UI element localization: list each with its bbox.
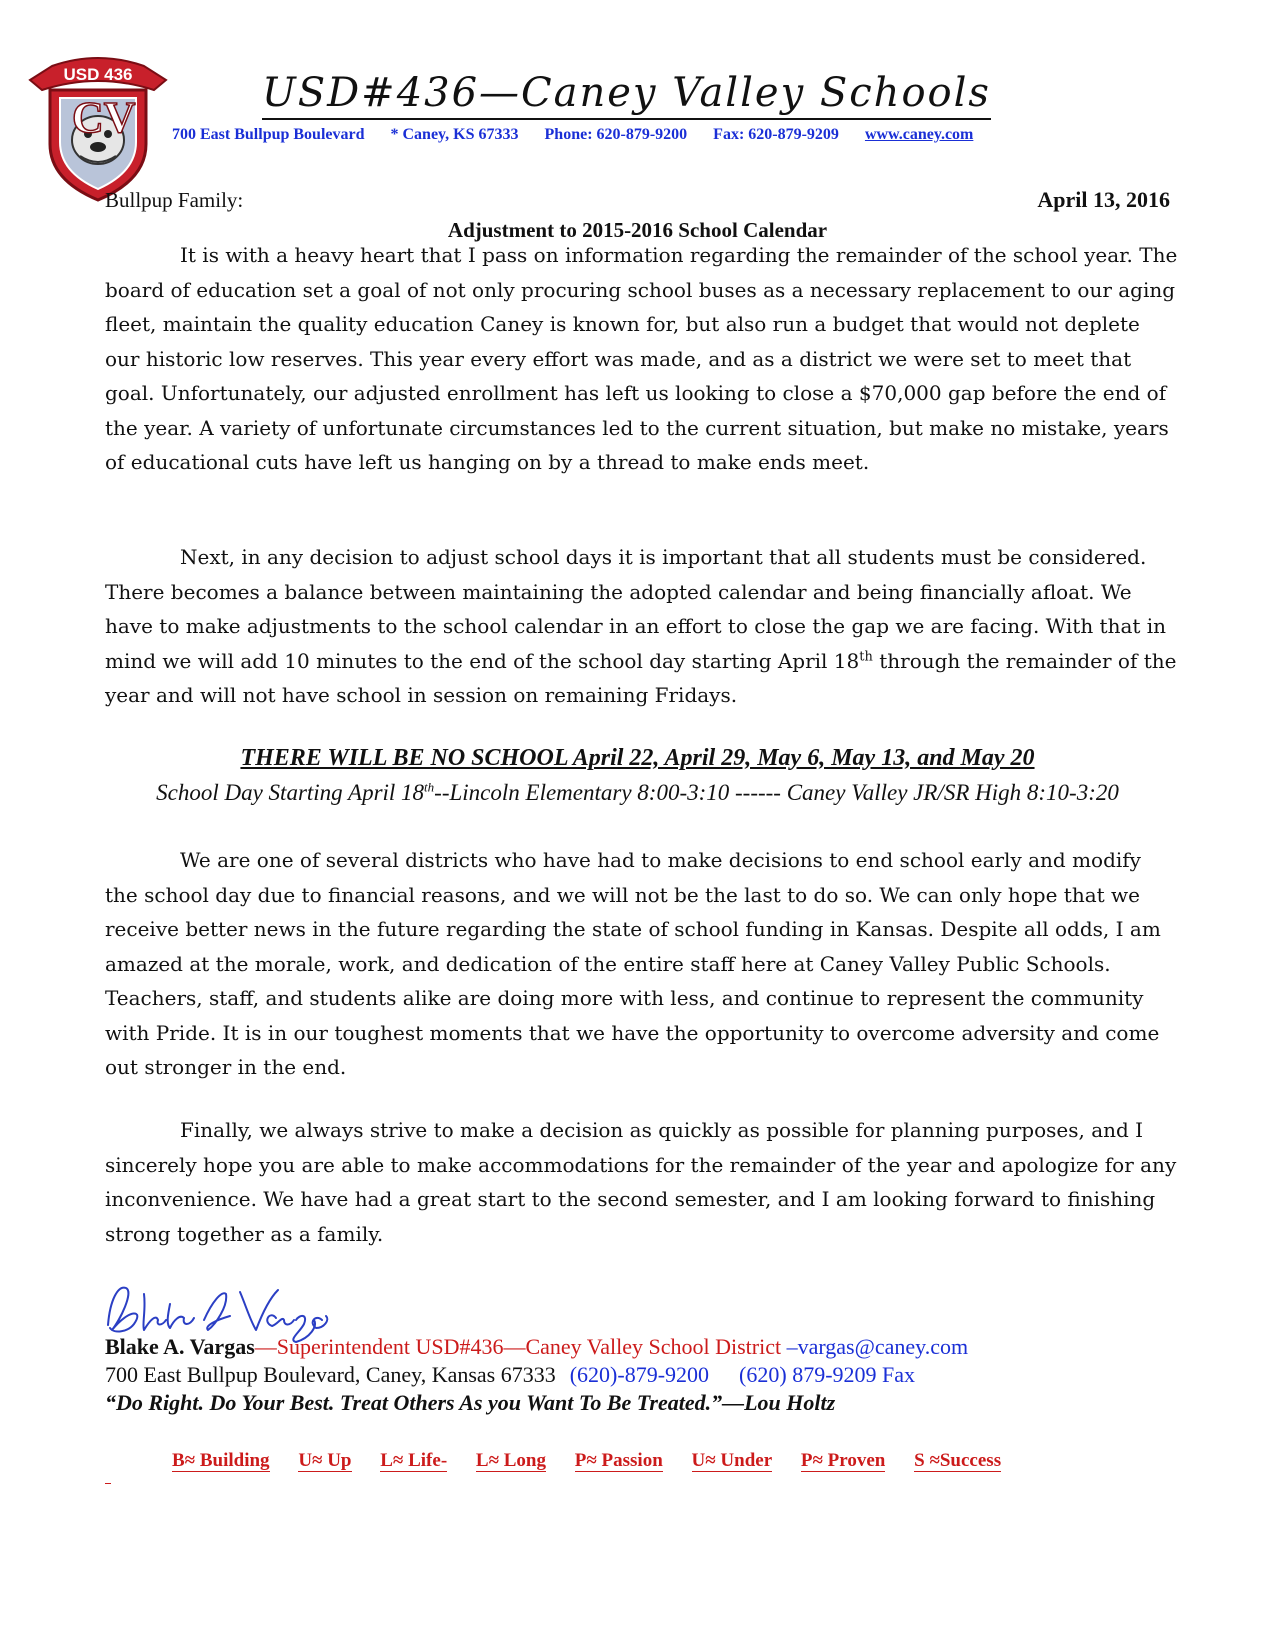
- logo-badge-text: USD 436: [63, 65, 133, 84]
- school-day-b: --Lincoln Elementary 8:00-3:10 ------ Caney Valley JR/SR High 8:10-3:20: [434, 780, 1119, 805]
- paragraph-districts: We are one of several districts who have had to make decisions to end school early and modify the school day due to financial reasons, and we will not be the last to do so. We can only hope that we receive better news in the future regarding the state of school funding in Kansas. Despite all odds, I am amazed at the morale, work, and dedication of the entire staff here at Caney Valley Public Schools. Teachers, staff, and students alike are doing more with less, and continue to represent the community with Pride. It is in our toughest moments that we have the opportunity to overcome adversity and come out stronger in the end.: [105, 848, 1161, 1079]
- motto-item: U≈ Up: [298, 1450, 352, 1471]
- motto-item: P≈ Passion: [574, 1450, 663, 1471]
- usd436-logo: [28, 52, 168, 202]
- signer-fax: (620) 879-9209 Fax: [739, 1362, 916, 1387]
- paragraph-closing: Finally, we always strive to make a decision as quickly as possible for planning purposes, and I sincerely hope you are able to make accommodations for the remainder of the year and apologize for any inconvenience. We have had a great start to the second semester, and I am looking forward to finishing strong together as a family.: [105, 1118, 1177, 1246]
- paragraph-schedule-sup: th: [859, 648, 873, 664]
- signature-line-name: [105, 1334, 968, 1360]
- paragraph-schedule-b: through the remainder of the year and will not have school in session on remaining Fridays.: [105, 648, 1177, 707]
- signature-quote: “Do Right. Do Your Best. Treat Others As you Want To Be Treated.”—Lou Holtz: [105, 1390, 836, 1415]
- signer-title: —Superintendent USD#436—Caney Valley School District: [254, 1334, 782, 1359]
- no-school-notice: THERE WILL BE NO SCHOOL April 22, April 29, May 6, May 13, and May 20: [240, 745, 1035, 771]
- motto-item: P≈ Proven: [800, 1450, 886, 1471]
- motto-item: U≈ Under: [691, 1450, 773, 1471]
- signer-email-link[interactable]: –vargas@caney.com: [781, 1334, 969, 1359]
- bullpup-motto: [172, 1450, 1025, 1472]
- letterhead-contact: [172, 126, 1212, 144]
- contact-fax: Fax: 620-879-9209: [713, 126, 839, 143]
- motto-item: L≈ Long: [475, 1450, 546, 1471]
- paragraph-schedule: [105, 540, 1178, 713]
- motto-item: L≈ Life-: [380, 1450, 448, 1471]
- school-day-hours: [0, 780, 1275, 806]
- signer-name: Blake A. Vargas: [105, 1334, 255, 1359]
- signer-address: 700 East Bullpup Boulevard, Caney, Kansas 67333: [105, 1362, 556, 1387]
- letter-date: April 13, 2016: [1037, 187, 1170, 212]
- contact-address: 700 East Bullpup Boulevard: [172, 126, 365, 143]
- signature-line-contact: [105, 1362, 915, 1388]
- contact-phone: Phone: 620-879-9200: [544, 126, 688, 143]
- contact-website-link[interactable]: www.caney.com: [864, 126, 974, 143]
- signer-phone: (620)-879-9200: [569, 1362, 710, 1387]
- motto-item: S ≈Success: [914, 1450, 1002, 1471]
- paragraph-schedule-a: Next, in any decision to adjust school days it is important that all students must be considered. There becomes a balance between maintaining the adopted calendar and being financially afloat. We have to make adjustments to the school calendar in an effort to close the gap we are facing. With that in mind we will add 10 minutes to the end of the school day starting April 18: [105, 545, 1167, 673]
- motto-divider: [105, 1483, 111, 1484]
- logo-letters: CV: [72, 93, 136, 142]
- school-day-sup: th: [424, 779, 435, 795]
- contact-city: * Caney, KS 67333: [390, 126, 519, 143]
- motto-item: B≈ Building: [172, 1450, 270, 1471]
- letterhead-title: USD#436—Caney Valley Schools: [262, 68, 991, 120]
- letter-subject: Adjustment to 2015-2016 School Calendar: [447, 218, 828, 242]
- greeting: Bullpup Family:: [105, 188, 244, 212]
- school-day-a: School Day Starting April 18: [156, 780, 425, 805]
- paragraph-budget: It is with a heavy heart that I pass on information regarding the remainder of the school year. The board of education set a goal of not only procuring school buses as a necessary replacement to our aging fleet, maintain the quality education Caney is known for, but also run a budget that would not deplete our historic low reserves. This year every effort was made, and as a district we were set to meet that goal. Unfortunately, our adjusted enrollment has left us looking to close a $70,000 gap before the end of the year. A variety of unfortunate circumstances led to the current situation, but make no mistake, years of educational cuts have left us hanging on by a thread to make ends meet.: [105, 243, 1178, 474]
